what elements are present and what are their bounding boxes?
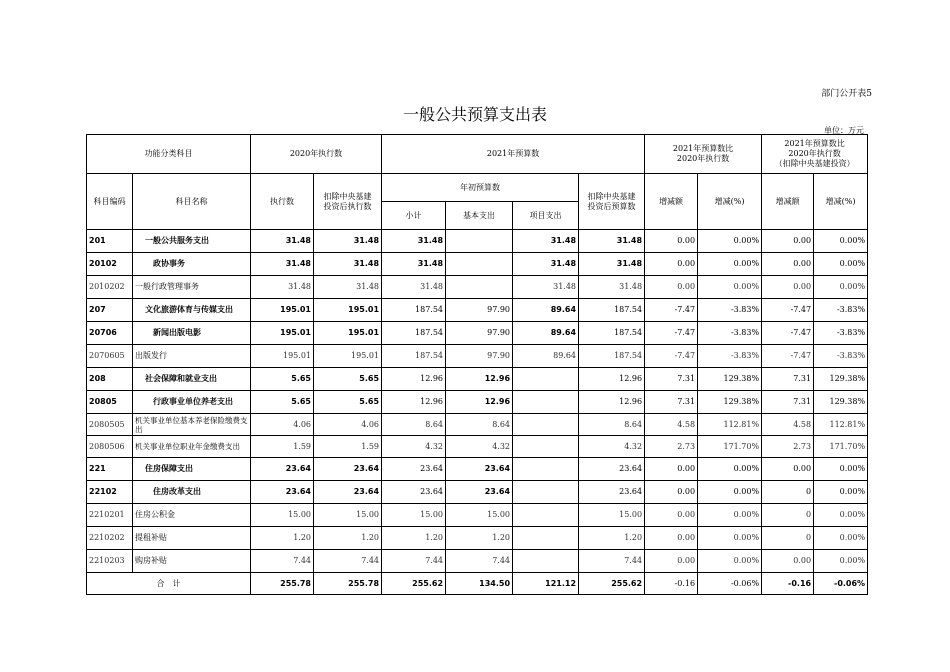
header-code: 科目编码: [87, 174, 133, 230]
cell-subtotal: 12.96: [382, 391, 446, 414]
header-compare-ex: [762, 135, 868, 174]
cell-code: 2210203: [87, 550, 133, 573]
cell-inc-pct2: 0.00%: [814, 276, 868, 299]
table-row: [87, 230, 868, 253]
cell-name: 提租补贴: [133, 527, 251, 550]
cell-inc-pct: 0.00%: [698, 253, 762, 276]
total-row: [87, 573, 868, 595]
cell-inc-amt: 0.00: [645, 527, 698, 550]
cell-budget-ex: 31.48: [579, 230, 645, 253]
cell-inc-pct2: -3.83%: [814, 345, 868, 368]
cell-inc-pct2: 129.38%: [814, 391, 868, 414]
cell-subtotal: 187.54: [382, 299, 446, 322]
cell-inc-pct2: 112.81%: [814, 414, 868, 436]
header-inc-amt2: 增减额: [762, 174, 814, 230]
cell-name: 机关事业单位基本养老保险缴费支出: [133, 414, 251, 436]
cell-inc-pct: 0.00%: [698, 504, 762, 527]
cell-exec: 15.00: [251, 504, 314, 527]
cell-inc-amt: 7.31: [645, 368, 698, 391]
cell-exec: 4.06: [251, 414, 314, 436]
table-row: [87, 436, 868, 458]
cell-exec: 195.01: [251, 345, 314, 368]
header-compare-ex-line2: 2020年执行数: [788, 149, 841, 158]
cell-inc-amt2: -7.47: [762, 299, 814, 322]
cell-inc-pct: 129.38%: [698, 368, 762, 391]
table-row: [87, 527, 868, 550]
header-inc-pct: 增减(%): [698, 174, 762, 230]
header-exec: 执行数: [251, 174, 314, 230]
cell-project: [513, 391, 579, 414]
cell-budget-ex: 12.96: [579, 391, 645, 414]
header-exec-ex-line2: 投资后执行数: [323, 201, 372, 211]
cell-inc-pct2: -3.83%: [814, 322, 868, 345]
table-row: [87, 414, 868, 436]
cell-code: 20102: [87, 253, 133, 276]
cell-code: 2010202: [87, 276, 133, 299]
header-name: 科目名称: [133, 174, 251, 230]
cell-budget-ex: 23.64: [579, 458, 645, 481]
cell-name: 住房公积金: [133, 504, 251, 527]
table-row: [87, 276, 868, 299]
header-exec-2020: 2020年执行数: [251, 135, 382, 174]
cell-subtotal: 15.00: [382, 504, 446, 527]
cell-exec-ex: 23.64: [314, 481, 382, 504]
cell-budget-ex: 4.32: [579, 436, 645, 458]
cell-inc-pct2: 0.00%: [814, 481, 868, 504]
header-compare-line1: 2021年预算数比: [672, 144, 734, 153]
page-title: 一般公共预算支出表: [402, 105, 547, 124]
cell-exec: 195.01: [251, 322, 314, 345]
header-project: 项目支出: [513, 202, 579, 230]
corner-label: 部门公开表5: [821, 89, 872, 99]
cell-inc-pct: -3.83%: [698, 299, 762, 322]
cell-code: 2210201: [87, 504, 133, 527]
cell-subtotal: 23.64: [382, 458, 446, 481]
cell-basic: 23.64: [446, 481, 513, 504]
cell-inc-pct: 0.00%: [698, 550, 762, 573]
cell-inc-amt: 0.00: [645, 230, 698, 253]
cell-project: [513, 550, 579, 573]
cell-code: 207: [87, 299, 133, 322]
total-label: 合 计: [87, 573, 251, 595]
cell-inc-amt2: 0.00: [762, 458, 814, 481]
cell-inc-pct: 0.00%: [698, 481, 762, 504]
header-exec-ex: [314, 174, 382, 230]
table-row: [87, 391, 868, 414]
cell-exec-ex: 15.00: [314, 504, 382, 527]
cell-inc-amt2: 0.00: [762, 276, 814, 299]
cell-name: 出版发行: [133, 345, 251, 368]
cell-code: 208: [87, 368, 133, 391]
table-body: [87, 230, 868, 573]
cell-name: 机关事业单位职业年金缴费支出: [133, 436, 251, 458]
cell-inc-pct: 112.81%: [698, 414, 762, 436]
cell-budget-ex: 187.54: [579, 299, 645, 322]
cell-inc-amt2: 4.58: [762, 414, 814, 436]
cell-exec: 7.44: [251, 550, 314, 573]
cell-basic: 15.00: [446, 504, 513, 527]
table-row: [87, 322, 868, 345]
cell-exec: 1.59: [251, 436, 314, 458]
cell-code: 201: [87, 230, 133, 253]
cell-code: 2080505: [87, 414, 133, 436]
cell-name: 文化旅游体育与传媒支出: [133, 299, 251, 322]
cell-inc-pct2: 0.00%: [814, 253, 868, 276]
cell-inc-pct: 0.00%: [698, 230, 762, 253]
cell-exec: 31.48: [251, 230, 314, 253]
cell-basic: 97.90: [446, 322, 513, 345]
cell-subtotal: 4.32: [382, 436, 446, 458]
total-exec-ex: 255.78: [314, 573, 382, 595]
cell-project: [513, 414, 579, 436]
table-row: [87, 368, 868, 391]
cell-subtotal: 187.54: [382, 322, 446, 345]
cell-exec-ex: 195.01: [314, 299, 382, 322]
cell-subtotal: 23.64: [382, 481, 446, 504]
header-subtotal: 小计: [382, 202, 446, 230]
cell-exec: 1.20: [251, 527, 314, 550]
total-inc-amt2: -0.16: [762, 573, 814, 595]
cell-inc-amt2: 0.00: [762, 230, 814, 253]
cell-basic: 7.44: [446, 550, 513, 573]
cell-inc-amt2: 2.73: [762, 436, 814, 458]
cell-basic: 23.64: [446, 458, 513, 481]
cell-inc-amt: 7.31: [645, 391, 698, 414]
table-row: [87, 345, 868, 368]
header-budget-ex: [579, 174, 645, 230]
cell-inc-pct: 0.00%: [698, 527, 762, 550]
cell-code: 2070605: [87, 345, 133, 368]
header-compare-line2: 2020年执行数: [676, 154, 730, 163]
table-row: [87, 504, 868, 527]
table-row: [87, 299, 868, 322]
cell-subtotal: 31.48: [382, 230, 446, 253]
cell-inc-pct: -3.83%: [698, 322, 762, 345]
cell-exec-ex: 1.20: [314, 527, 382, 550]
cell-inc-amt2: 0.00: [762, 550, 814, 573]
cell-name: 新闻出版电影: [133, 322, 251, 345]
cell-exec-ex: 31.48: [314, 230, 382, 253]
cell-budget-ex: 1.20: [579, 527, 645, 550]
cell-inc-amt2: -7.47: [762, 345, 814, 368]
cell-project: [513, 368, 579, 391]
cell-budget-ex: 187.54: [579, 322, 645, 345]
cell-exec: 195.01: [251, 299, 314, 322]
cell-inc-pct: 0.00%: [698, 276, 762, 299]
cell-inc-amt2: 7.31: [762, 391, 814, 414]
cell-code: 22102: [87, 481, 133, 504]
cell-exec: 23.64: [251, 481, 314, 504]
total-inc-pct: -0.06%: [698, 573, 762, 595]
cell-project: [513, 458, 579, 481]
cell-project: 89.64: [513, 322, 579, 345]
cell-project: 89.64: [513, 345, 579, 368]
cell-inc-pct2: 0.00%: [814, 458, 868, 481]
cell-subtotal: 31.48: [382, 253, 446, 276]
cell-inc-pct2: 0.00%: [814, 504, 868, 527]
header-compare-ex-line1: 2021年预算数比: [784, 139, 845, 148]
cell-name: 购房补贴: [133, 550, 251, 573]
cell-basic: 12.96: [446, 368, 513, 391]
cell-inc-amt: 0.00: [645, 550, 698, 573]
cell-inc-pct2: 0.00%: [814, 527, 868, 550]
total-project: 121.12: [513, 573, 579, 595]
cell-exec-ex: 23.64: [314, 458, 382, 481]
cell-exec: 5.65: [251, 391, 314, 414]
cell-inc-amt2: -7.47: [762, 322, 814, 345]
cell-code: 20706: [87, 322, 133, 345]
cell-basic: [446, 276, 513, 299]
table-row: [87, 481, 868, 504]
header-inc-pct2: 增减(%): [814, 174, 868, 230]
cell-exec: 31.48: [251, 253, 314, 276]
cell-inc-pct: 129.38%: [698, 391, 762, 414]
unit-label: 单位：万元: [824, 126, 864, 135]
total-inc-pct2: -0.06%: [814, 573, 868, 595]
table-row: [87, 550, 868, 573]
cell-project: 89.64: [513, 299, 579, 322]
cell-budget-ex: 31.48: [579, 253, 645, 276]
cell-exec-ex: 7.44: [314, 550, 382, 573]
cell-budget-ex: 7.44: [579, 550, 645, 573]
total-exec: 255.78: [251, 573, 314, 595]
cell-budget-ex: 12.96: [579, 368, 645, 391]
cell-name: 一般公共服务支出: [133, 230, 251, 253]
cell-name: 社会保障和就业支出: [133, 368, 251, 391]
cell-basic: 4.32: [446, 436, 513, 458]
cell-inc-amt: 4.58: [645, 414, 698, 436]
header-basic: 基本支出: [446, 202, 513, 230]
header-budget-ex-line1: 扣除中央基建: [587, 191, 636, 201]
cell-project: [513, 481, 579, 504]
header-func-class: 功能分类科目: [87, 135, 251, 174]
total-subtotal: 255.62: [382, 573, 446, 595]
cell-inc-amt2: 0: [762, 504, 814, 527]
cell-name: 一般行政管理事务: [133, 276, 251, 299]
cell-budget-ex: 23.64: [579, 481, 645, 504]
cell-exec-ex: 1.59: [314, 436, 382, 458]
cell-basic: 8.64: [446, 414, 513, 436]
cell-exec-ex: 195.01: [314, 322, 382, 345]
header-budget-ex-line2: 投资后预算数: [587, 201, 636, 211]
cell-name: 政协事务: [133, 253, 251, 276]
cell-inc-amt: 0.00: [645, 276, 698, 299]
cell-inc-amt: -7.47: [645, 299, 698, 322]
cell-project: 31.48: [513, 253, 579, 276]
cell-inc-pct2: 171.70%: [814, 436, 868, 458]
total-inc-amt: -0.16: [645, 573, 698, 595]
cell-exec: 5.65: [251, 368, 314, 391]
cell-budget-ex: 187.54: [579, 345, 645, 368]
cell-exec: 23.64: [251, 458, 314, 481]
cell-subtotal: 31.48: [382, 276, 446, 299]
cell-basic: [446, 253, 513, 276]
cell-project: [513, 504, 579, 527]
header-compare-ex-line3: （扣除中央基建投资）: [774, 159, 855, 168]
cell-budget-ex: 31.48: [579, 276, 645, 299]
cell-project: [513, 527, 579, 550]
cell-inc-amt2: 0: [762, 481, 814, 504]
budget-table: [86, 134, 868, 595]
cell-inc-pct: 171.70%: [698, 436, 762, 458]
cell-inc-amt2: 7.31: [762, 368, 814, 391]
cell-inc-amt2: 0.00: [762, 253, 814, 276]
cell-inc-amt: 0.00: [645, 504, 698, 527]
cell-basic: 12.96: [446, 391, 513, 414]
header-initial-budget: 年初预算数: [382, 174, 579, 202]
cell-basic: 97.90: [446, 299, 513, 322]
cell-code: 2210202: [87, 527, 133, 550]
cell-exec-ex: 5.65: [314, 391, 382, 414]
cell-name: 行政事业单位养老支出: [133, 391, 251, 414]
cell-basic: 97.90: [446, 345, 513, 368]
cell-code: 2080506: [87, 436, 133, 458]
cell-exec-ex: 31.48: [314, 276, 382, 299]
cell-inc-pct2: 129.38%: [814, 368, 868, 391]
cell-inc-pct: -3.83%: [698, 345, 762, 368]
cell-basic: 1.20: [446, 527, 513, 550]
cell-subtotal: 7.44: [382, 550, 446, 573]
header-budget-2021: 2021年预算数: [382, 135, 645, 174]
cell-subtotal: 8.64: [382, 414, 446, 436]
cell-inc-amt: -7.47: [645, 322, 698, 345]
cell-inc-pct: 0.00%: [698, 458, 762, 481]
cell-name: 住房保障支出: [133, 458, 251, 481]
header-inc-amt: 增减额: [645, 174, 698, 230]
cell-subtotal: 12.96: [382, 368, 446, 391]
cell-exec-ex: 4.06: [314, 414, 382, 436]
cell-inc-amt: 0.00: [645, 458, 698, 481]
cell-exec-ex: 31.48: [314, 253, 382, 276]
cell-inc-amt: -7.47: [645, 345, 698, 368]
cell-project: 31.48: [513, 230, 579, 253]
cell-code: 221: [87, 458, 133, 481]
cell-subtotal: 1.20: [382, 527, 446, 550]
header-compare: [645, 135, 762, 174]
cell-inc-pct2: 0.00%: [814, 230, 868, 253]
cell-budget-ex: 8.64: [579, 414, 645, 436]
cell-project: [513, 436, 579, 458]
cell-inc-pct2: -3.83%: [814, 299, 868, 322]
cell-project: 31.48: [513, 276, 579, 299]
cell-inc-pct2: 0.00%: [814, 550, 868, 573]
cell-exec-ex: 195.01: [314, 345, 382, 368]
cell-exec: 31.48: [251, 276, 314, 299]
cell-subtotal: 187.54: [382, 345, 446, 368]
cell-inc-amt2: 0: [762, 527, 814, 550]
table-row: [87, 458, 868, 481]
cell-name: 住房改革支出: [133, 481, 251, 504]
table-row: [87, 253, 868, 276]
cell-inc-amt: 0.00: [645, 253, 698, 276]
header-exec-ex-line1: 扣除中央基建: [323, 191, 372, 201]
cell-budget-ex: 15.00: [579, 504, 645, 527]
cell-exec-ex: 5.65: [314, 368, 382, 391]
cell-inc-amt: 2.73: [645, 436, 698, 458]
cell-inc-amt: 0.00: [645, 481, 698, 504]
total-basic: 134.50: [446, 573, 513, 595]
cell-code: 20805: [87, 391, 133, 414]
cell-basic: [446, 230, 513, 253]
total-budget-ex: 255.62: [579, 573, 645, 595]
